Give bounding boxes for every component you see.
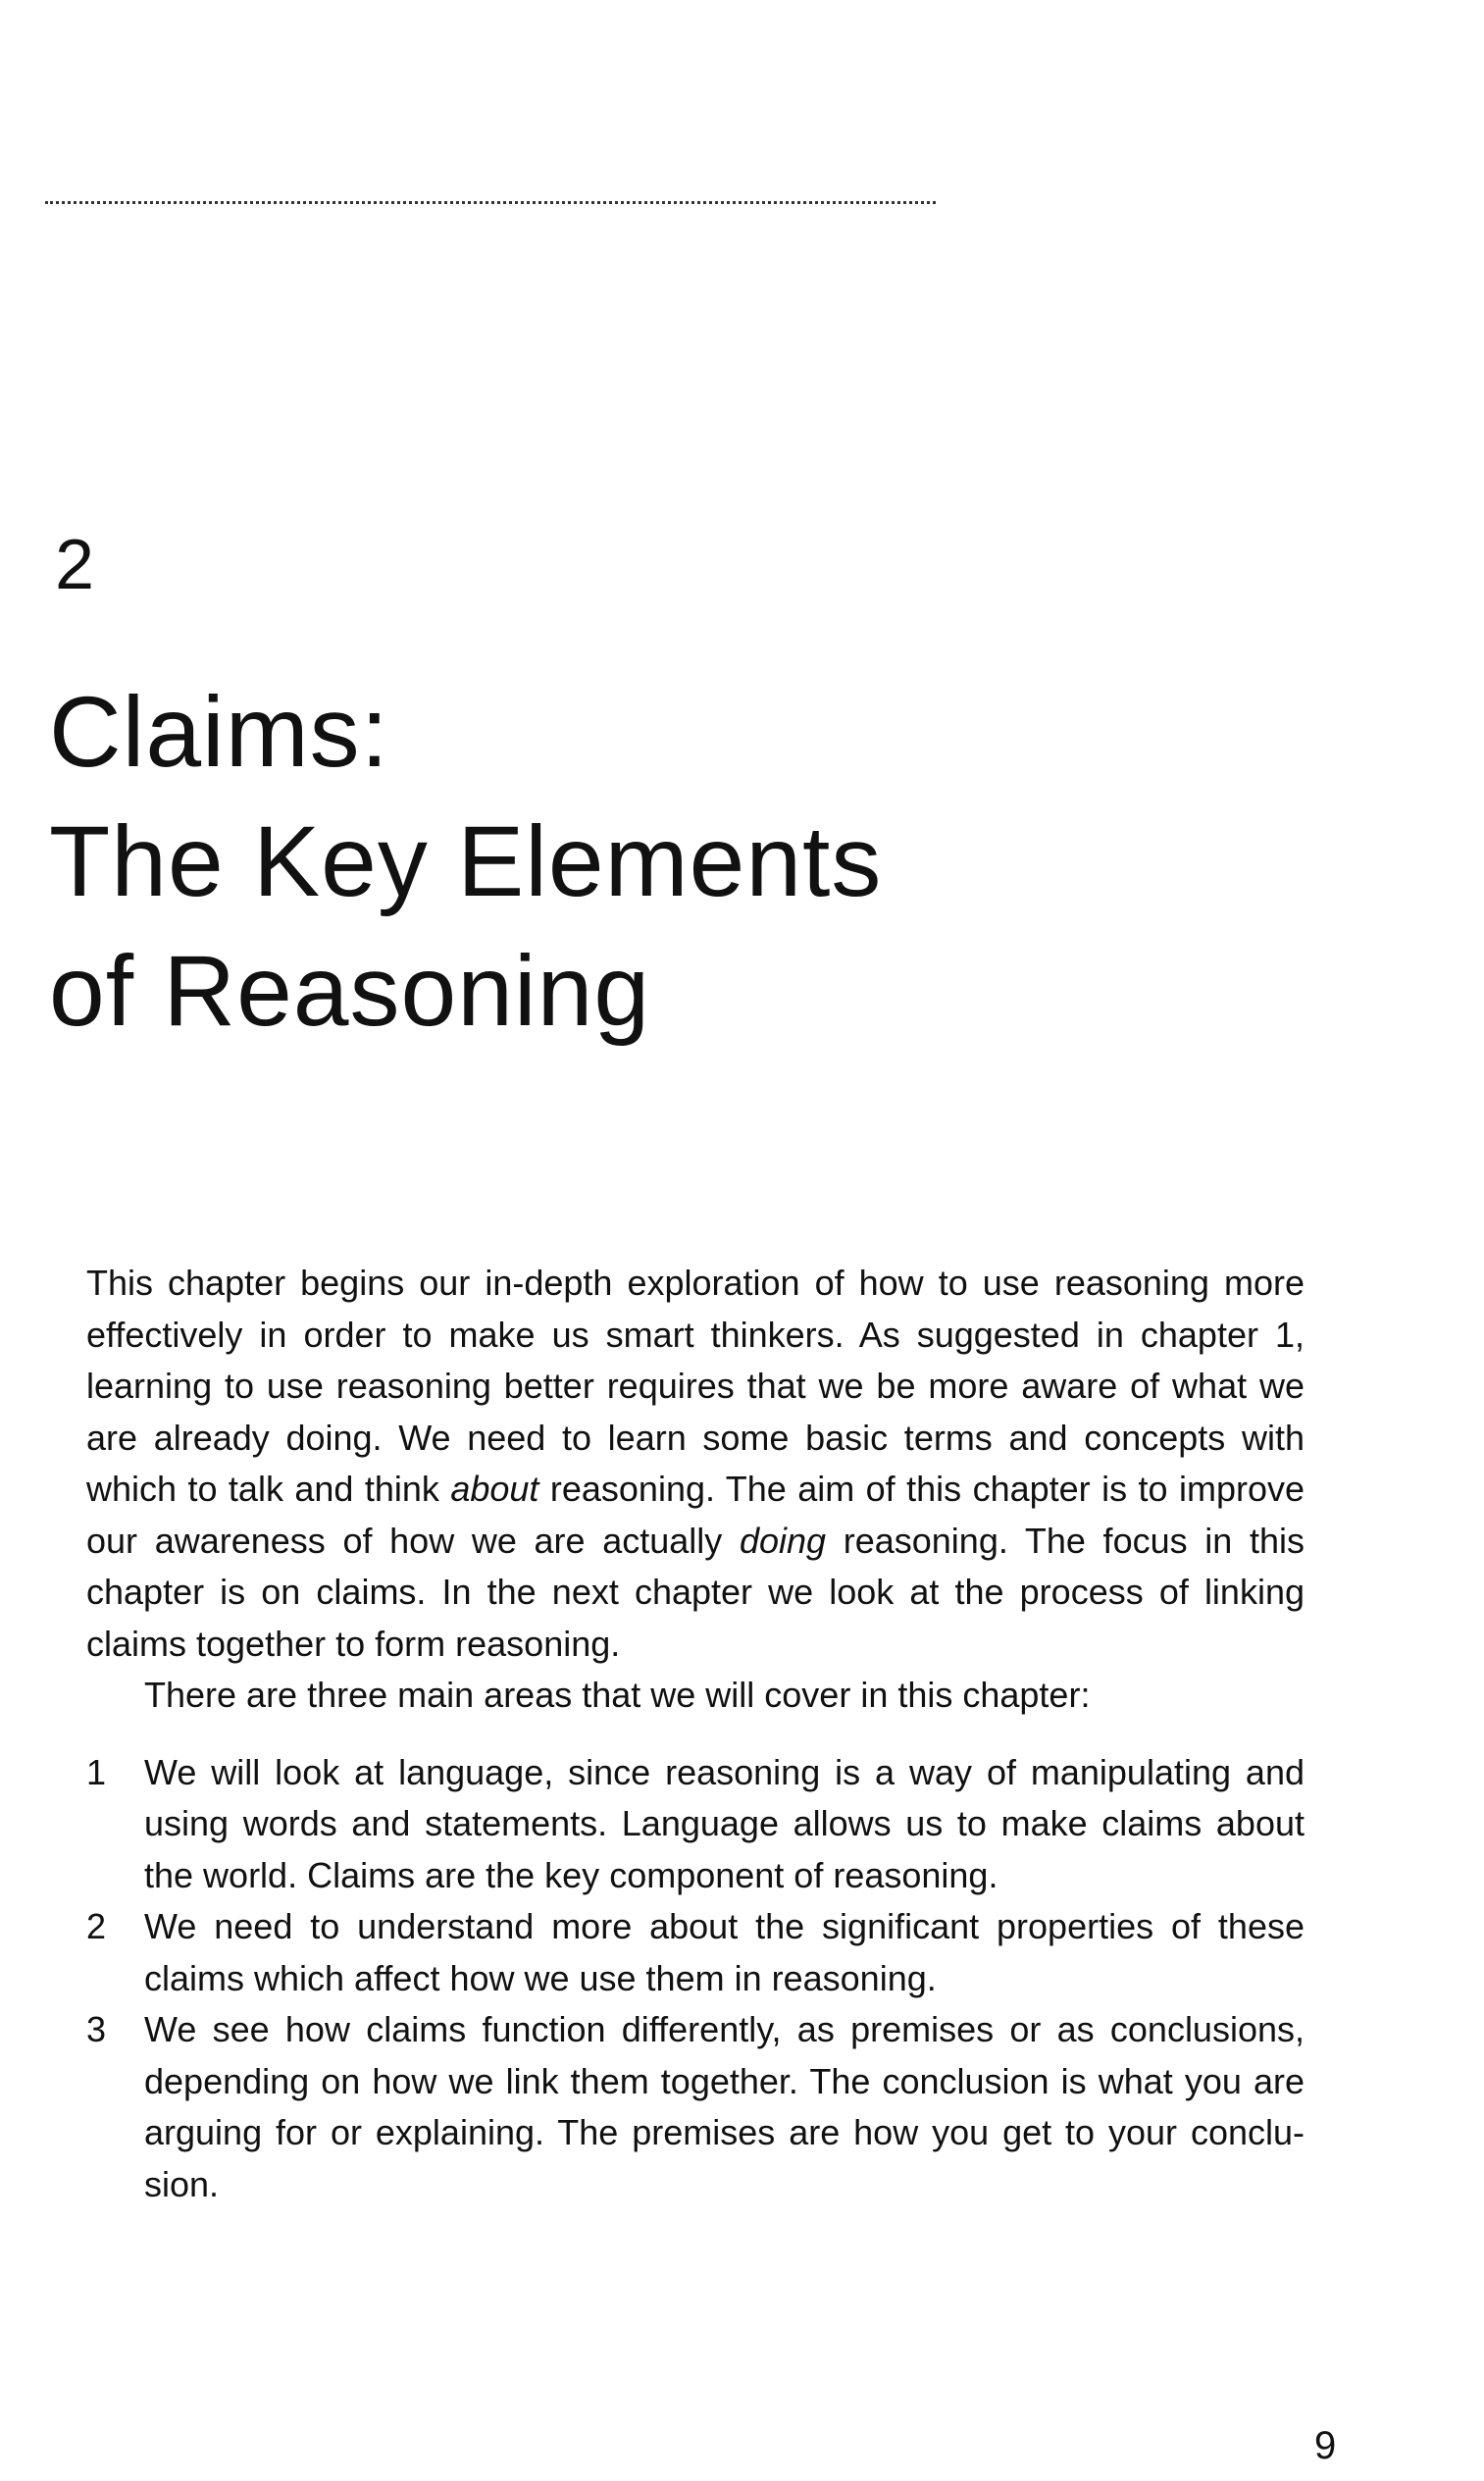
chapter-title-line: The Key Elements: [49, 805, 883, 917]
list-item: [86, 1747, 1305, 1902]
list-item-number: 3: [86, 2009, 107, 2049]
chapter-divider: [45, 201, 936, 204]
page-number: 9: [1314, 2424, 1337, 2467]
intro-text: reasoning. The aim of this chapter is to improve our awareness of how we are actually: [86, 1469, 1305, 1561]
list-item-number: 2: [86, 1906, 107, 1946]
emphasis-about: about: [450, 1469, 539, 1509]
chapter-title: [49, 667, 1128, 1056]
list-item: [86, 2004, 1305, 2210]
list-item-number: 1: [86, 1751, 107, 1792]
chapter-title-line: of Reasoning: [49, 935, 651, 1047]
chapter-title-line: Claims:: [49, 676, 390, 788]
emphasis-doing: doing: [739, 1520, 827, 1561]
intro-text: reasoning. The focus in this chapter is on claims. In the next chapter we look at the process of linking claims together to form reasoning.: [86, 1520, 1305, 1664]
intro-text: This chapter begins our in-depth exploration of how to use reasoning more effectively in order to make us smart thinkers. As suggested in chapter 1, learning to use reasoning better requires that we be more aware of what we are already doing. We need to learn some basic terms and concepts with which to talk and think: [86, 1263, 1305, 1509]
intro-paragraph: [86, 1258, 1305, 1670]
list-item-text: We see how claims function differently, as premises or as conclusions, depending on how we link them together. The conclusion is what you are arguing for or explaining. The premises are how you get to your conclu-sion.: [144, 2009, 1305, 2204]
list-item-text: We will look at language, since reasoning is a way of manipulating and using words and statements. Language allows us to make claims about the world. Claims are the key component of reasoning.: [144, 1751, 1305, 1895]
lead-in-paragraph: There are three main areas that we will cover in this chapter:: [144, 1675, 1091, 1715]
list-item-text: We need to understand more about the significant properties of these claims which affect how we use them in reasoning.: [144, 1906, 1305, 1998]
chapter-number: 2: [55, 526, 95, 604]
chapter-body: [86, 1258, 1305, 2210]
list-item: [86, 1901, 1305, 2004]
numbered-list: [86, 1747, 1305, 2211]
